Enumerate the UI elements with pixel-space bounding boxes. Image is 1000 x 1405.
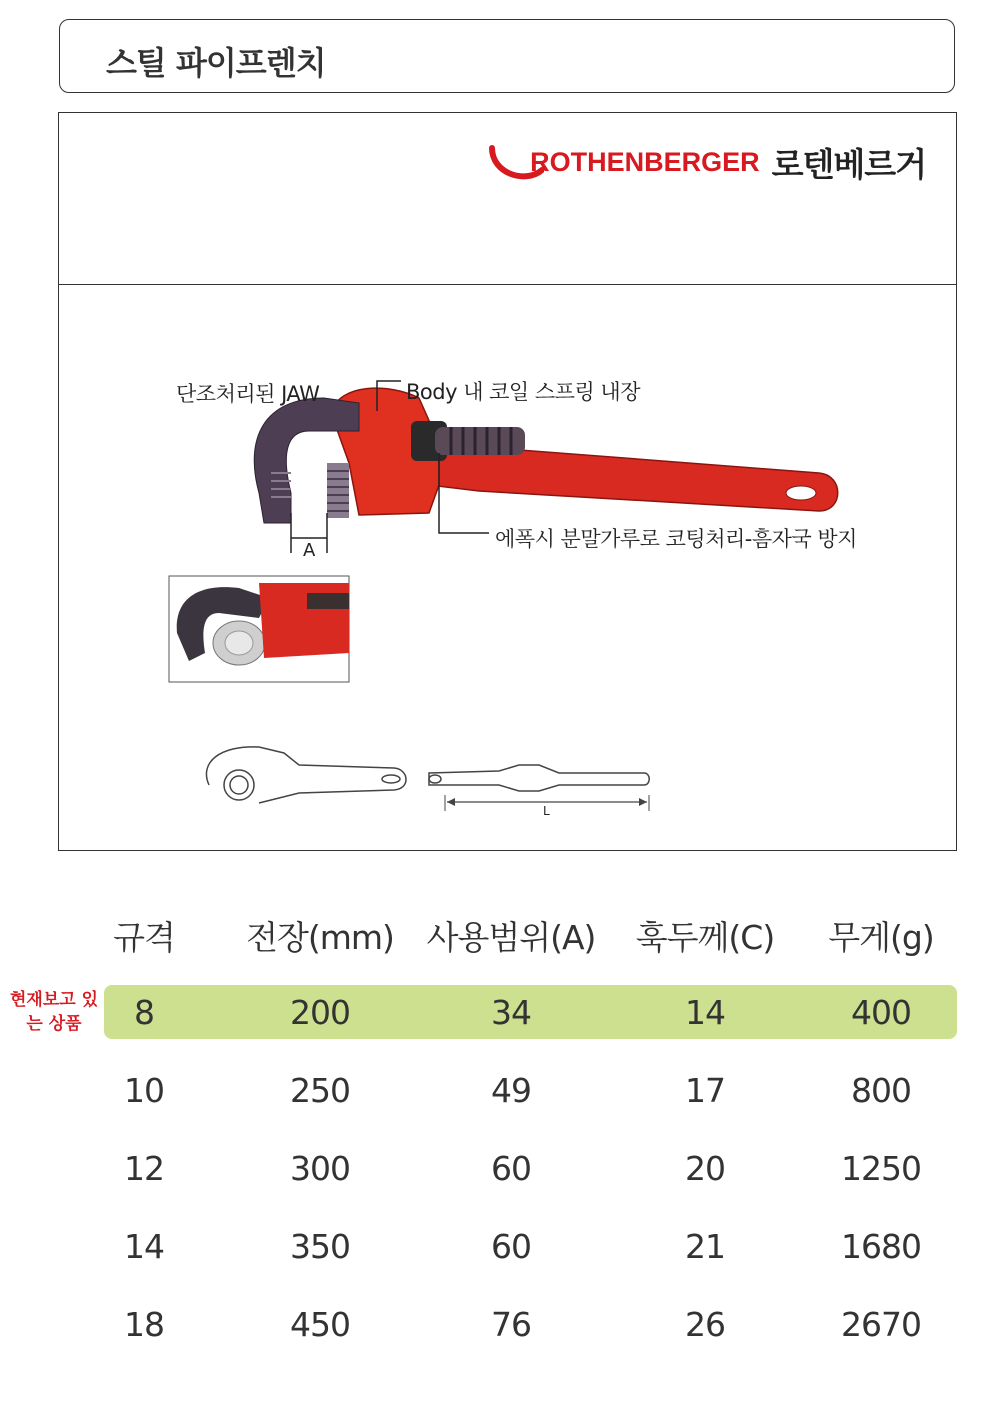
table-row [0, 1063, 1000, 1119]
cell-length: 250 [290, 1071, 350, 1110]
dimension-l-label: L [543, 804, 550, 818]
cell-range: 34 [491, 993, 531, 1032]
product-image-frame [58, 112, 957, 851]
cell-spec: 10 [124, 1071, 164, 1110]
header-range: 사용범위(A) [426, 918, 596, 957]
callout-coating: 에폭시 분말가루로 코팅처리-흠자국 방지 [495, 527, 857, 551]
cell-weight: 1250 [841, 1149, 921, 1188]
dimension-a-label: A [303, 540, 316, 561]
cell-hook: 26 [685, 1305, 725, 1344]
cell-hook: 14 [685, 993, 725, 1032]
wrench-diagram [59, 113, 956, 850]
cell-spec: 18 [124, 1305, 164, 1344]
cell-spec: 14 [124, 1227, 164, 1266]
current-product-note: 현재보고 있는 상품 [9, 990, 99, 1034]
table-row [0, 985, 1000, 1041]
cell-hook: 21 [685, 1227, 725, 1266]
cell-weight: 800 [851, 1071, 911, 1110]
title-box [59, 19, 955, 93]
callout-body-spring: Body 내 코일 스프링 내장 [406, 380, 641, 404]
cell-range: 76 [491, 1305, 531, 1344]
page-title: 스틸 파이프렌치 [106, 44, 326, 82]
cell-hook: 17 [685, 1071, 725, 1110]
brand-name-ko: 로텐베르거 [771, 145, 926, 184]
cell-range: 60 [491, 1227, 531, 1266]
header-spec: 규격 [113, 918, 175, 957]
cell-length: 350 [290, 1227, 350, 1266]
cell-weight: 1680 [841, 1227, 921, 1266]
table-row [0, 1297, 1000, 1353]
cell-weight: 400 [851, 993, 911, 1032]
cell-length: 300 [290, 1149, 350, 1188]
header-length: 전장(mm) [246, 918, 394, 957]
cell-spec: 12 [124, 1149, 164, 1188]
brand-name-en: ROTHENBERGER [530, 147, 760, 177]
header-weight: 무게(g) [828, 918, 934, 957]
cell-length: 450 [290, 1305, 350, 1344]
cell-hook: 20 [685, 1149, 725, 1188]
spec-table-header [0, 912, 1000, 968]
cell-range: 49 [491, 1071, 531, 1110]
header-hook-thickness: 훅두께(C) [635, 918, 775, 957]
cell-weight: 2670 [841, 1305, 921, 1344]
table-row [0, 1141, 1000, 1197]
callout-jaw: 단조처리된 JAW [176, 382, 320, 406]
cell-range: 60 [491, 1149, 531, 1188]
cell-length: 200 [290, 993, 350, 1032]
cell-spec: 8 [134, 993, 154, 1032]
table-row [0, 1219, 1000, 1275]
